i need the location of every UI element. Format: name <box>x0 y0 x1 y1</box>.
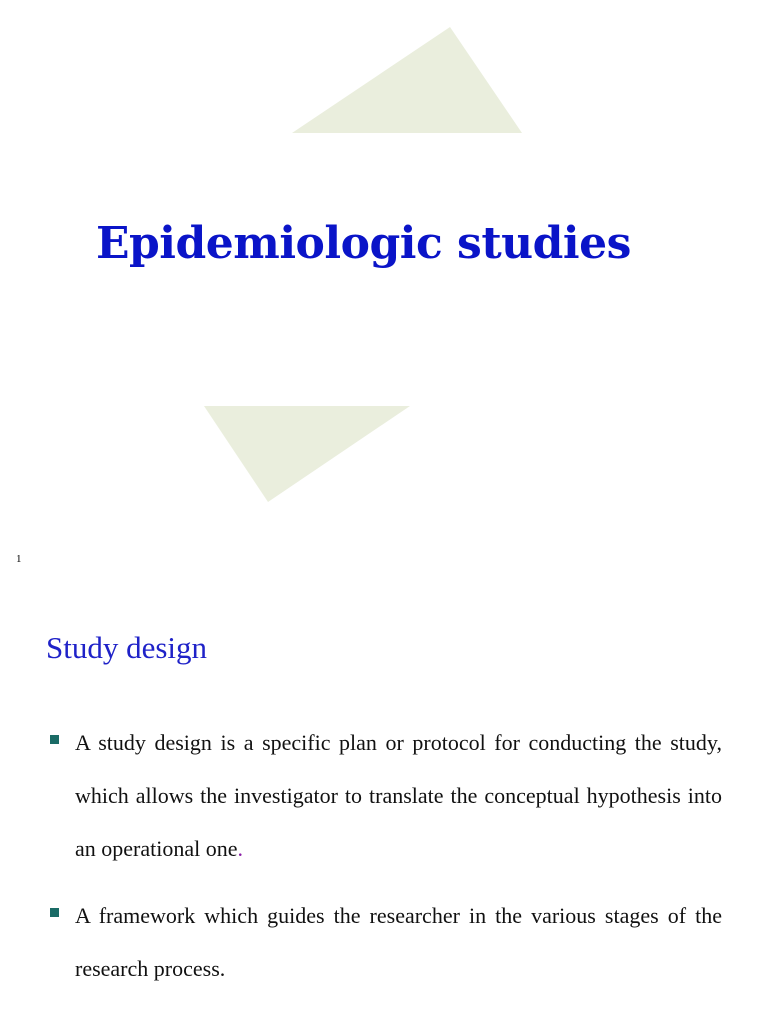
content-slide <box>0 580 768 1024</box>
bullet-text: A framework which guides the researcher in the various stages of the research process. <box>75 903 722 981</box>
slide-title: Epidemiologic studies <box>96 218 631 269</box>
page-number: 1 <box>16 553 22 565</box>
section-heading: Study design <box>46 630 208 665</box>
list-item <box>46 716 722 875</box>
bottom-decorative-triangle <box>204 406 410 502</box>
bullet-text: A study design is a specific plan or protocol for conducting the study, which allows the investigator to translate the conceptual hypothesis into an operational one. <box>75 730 722 861</box>
top-decorative-triangle <box>292 27 522 133</box>
bullet-end-mark: . <box>237 836 243 861</box>
square-bullet-icon <box>50 908 59 917</box>
square-bullet-icon <box>50 735 59 744</box>
bullet-list <box>46 716 722 1009</box>
list-item <box>46 889 722 995</box>
